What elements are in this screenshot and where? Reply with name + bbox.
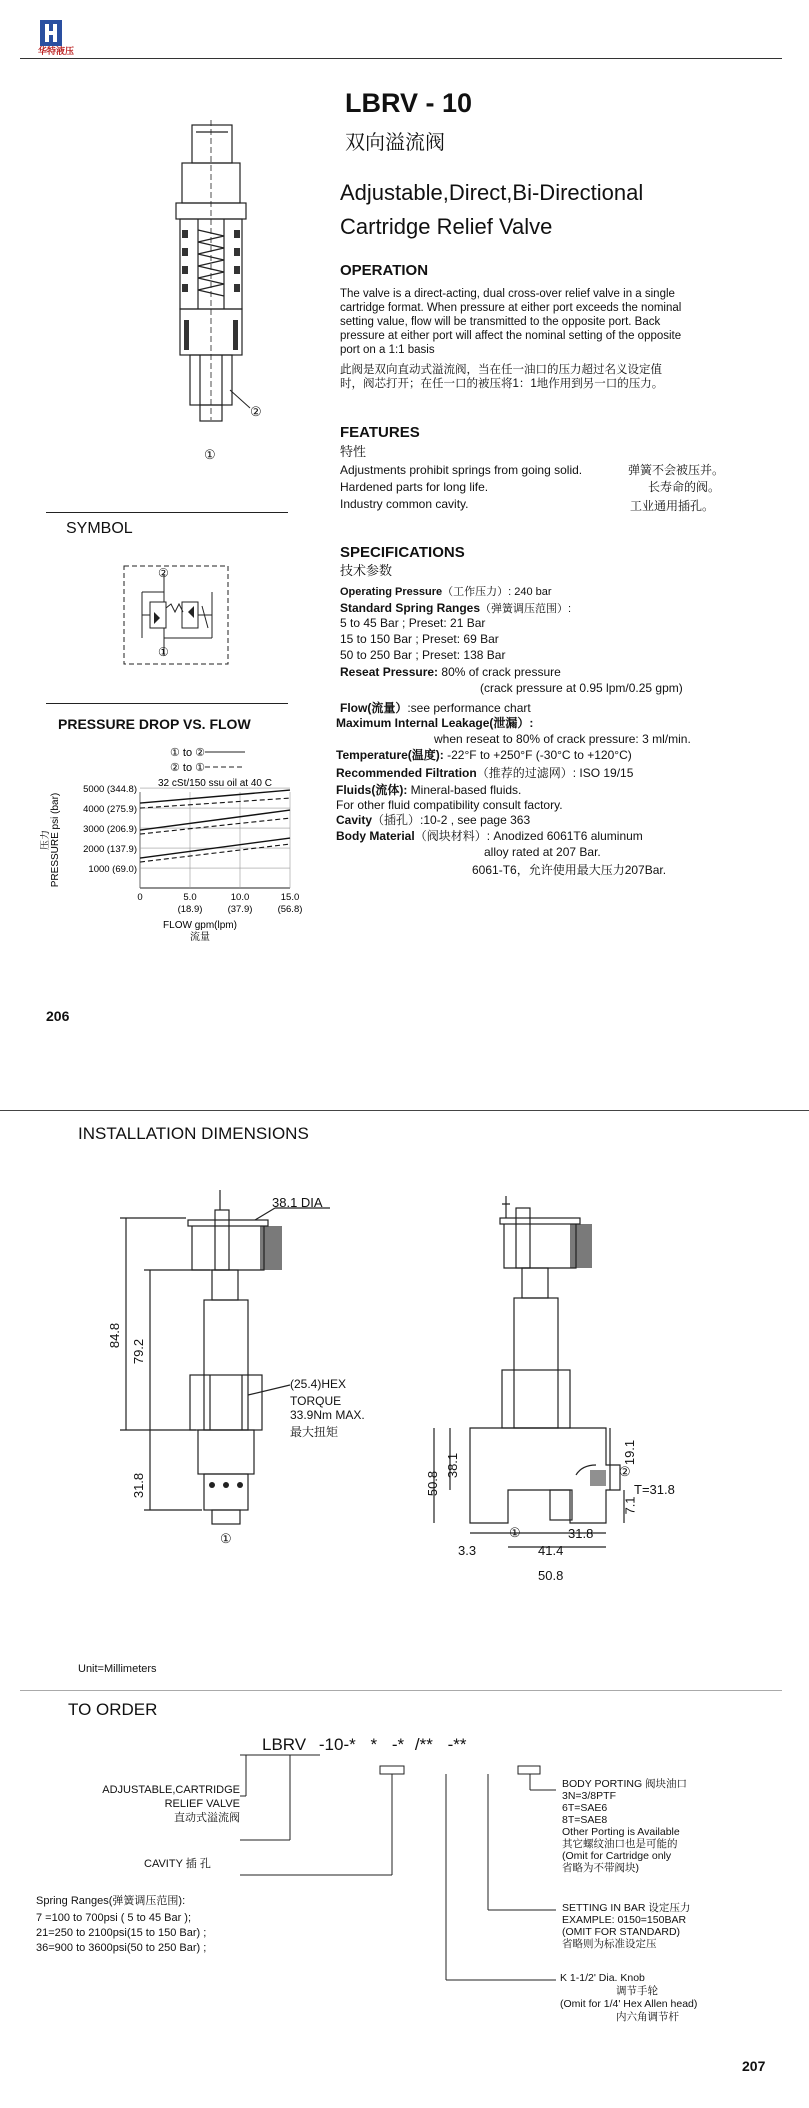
spec-range: 15 to 150 Bar ; Preset: 69 Bar [340,632,499,646]
series-line [140,790,290,803]
feature-item-cn: 弹簧不会被压并。 [628,463,725,477]
order-spring-2: 21=250 to 2100psi(15 to 150 Bar) ; [36,1927,207,1939]
install-heading: INSTALLATION DIMENSIONS [78,1124,309,1143]
logo-caption: 华特液压 [38,46,75,56]
order-left-desc: ADJUSTABLE,CARTRIDGE RELIEF VALVE 直动式溢流阀 [102,1784,240,1824]
features-heading-cn: 特性 [340,444,367,459]
order-spring-1: 7 =100 to 700psi ( 5 to 45 Bar ); [36,1912,192,1924]
x-tick-sublabel: (37.9) [227,904,253,915]
order-spring-3: 36=900 to 3600psi(50 to 250 Bar) ; [36,1942,207,1954]
dim-31-8-bottom: 31.8 [568,1526,594,1541]
dim-t-31-8: T=31.8 [634,1482,675,1497]
order-divider [20,1690,782,1691]
torque-label: TORQUE [290,1394,342,1408]
dim-19-1: 19.1 [622,1439,638,1466]
section-port1-label: ① [204,447,216,462]
operation-heading: OPERATION [340,262,429,279]
y-axis-label: PRESSURE psi (bar) [50,792,61,888]
legend-label: ① to ② [170,747,206,759]
order-heading: TO ORDER [68,1700,158,1719]
spec-flow: Flow(流量）:see performance chart [340,701,531,715]
top-rule [20,58,782,59]
spec-temperature: Temperature(温度): -22°F to +250°F (-30°C to +120°C) [336,748,632,762]
symbol-port2: ② [158,566,169,580]
page-number-207: 207 [742,2058,766,2074]
model-title: LBRV - 10 [345,88,473,118]
spec-body-material: Body Material（阀块材料）: Anodized 6061T6 aluminum [336,829,643,843]
x-tick-label: 0 [137,892,143,903]
x-axis-label-cn: 流量 [190,932,210,943]
title-en-2: Cartridge Relief Valve [340,214,553,239]
dim-79-2: 79.2 [131,1338,147,1365]
symbol-port1: ① [158,645,169,659]
dim-38-1: 38.1 [445,1452,461,1479]
feature-item: Adjustments prohibit springs from going solid. [340,463,583,477]
series-line [140,798,290,808]
order-cavity: CAVITY 插 孔 [144,1858,211,1870]
y-tick-label: 4000 (275.9) [83,804,137,816]
right-port1-label: ① [509,1525,521,1540]
spec-leakage: Maximum Internal Leakage(泄漏）: [336,716,534,730]
series-line [140,844,290,862]
section-port2-label: ② [250,404,262,419]
spec-range: 5 to 45 Bar ; Preset: 21 Bar [340,616,486,630]
feature-item: Industry common cavity. [340,497,469,511]
chart-note: 32 cSt/150 ssu oil at 40 C [158,778,272,789]
legend-label: ② to ① [170,762,206,774]
torque-cn: 最大扭矩 [290,1425,339,1439]
spec-fluids-sub: For other fluid compatibility consult factory. [336,798,563,812]
chart-title: PRESSURE DROP VS. FLOW [58,716,251,732]
left-port1-label: ① [220,1531,232,1546]
y-axis-label-cn: 压力 [40,830,51,850]
dim-7-1: 7.1 [622,1496,638,1515]
dim-3-3: 3.3 [458,1543,477,1558]
page-number-206: 206 [46,1008,70,1024]
order-spring-title: Spring Ranges(弹簧调压范围): [36,1895,186,1907]
spec-fluids: Fluids(流体): Mineral-based fluids. [336,783,522,797]
feature-item-cn: 工业通用插孔。 [630,499,715,513]
feature-item: Hardened parts for long life. [340,480,489,494]
x-tick-label: 10.0 [230,892,250,903]
y-tick-label: 1000 (69.0) [88,864,137,876]
x-tick-label: 15.0 [280,892,300,903]
x-tick-sublabel: (56.8) [277,904,303,915]
unit-note: Unit=Millimeters [78,1663,157,1675]
dim-41-4: 41.4 [538,1543,564,1558]
order-code: LBRV -10-* * -* /** -** [262,1735,467,1754]
title-cn: 双向溢流阀 [345,132,445,154]
features-heading: FEATURES [340,424,420,441]
y-tick-label: 2000 (137.9) [83,844,137,856]
x-tick-label: 5.0 [183,892,197,903]
y-tick-label: 5000 (344.8) [83,784,137,796]
torque-value: 33.9Nm MAX. [290,1408,365,1422]
order-leader-lines [240,1750,570,1990]
y-tick-label: 3000 (206.9) [83,824,137,836]
hydraulic-symbol [120,562,232,668]
dim-84-8: 84.8 [107,1322,123,1349]
symbol-rule [46,512,288,513]
x-axis-label: FLOW gpm(lpm) [163,920,237,931]
spec-reseat-sub: (crack pressure at 0.95 lpm/0.25 gpm) [480,681,683,695]
spec-body-sub2: 6061-T6，允许使用最大压力207Bar. [472,863,667,877]
title-en-1: Adjustable,Direct,Bi-Directional [340,180,644,205]
operation-text: The valve is a direct-acting, dual cross-over relief valve in a single cartridge format. When pressure at either port exceeds the nominal setting value, flow will be transmitted to the opposite port. Back pressure at either port will affect the nominal setting of the opposite port on a 1:1 basis 此阀是双向直动式溢流阀，当在任一油口的压力超过名义设定值 时，阀芯打开；在任一口的被压将1：1地作用到另一口的压力。 [340,288,682,390]
specs-heading: SPECIFICATIONS [340,544,465,561]
symbol-heading: SYMBOL [66,520,133,537]
feature-item-cn: 长寿命的阀。 [648,480,721,494]
dim-50-8-h: 50.8 [538,1568,564,1583]
dim-31-8-left: 31.8 [131,1472,147,1499]
order-setting-desc: SETTING IN BAR 设定压力 EXAMPLE: 0150=150BAR (OMIT FOR STANDARD) 省略则为标准设定压 [562,1902,691,1950]
specs-heading-cn: 技术参数 [340,563,393,578]
order-knob-desc: K 1-1/2' Dia. Knob 调节手轮 (Omit for 1/4' Hex Allen head) 内六角调节杆 [560,1972,698,2023]
page-divider [0,1110,809,1111]
hex-label: (25.4)HEX [290,1377,347,1391]
pressure-flow-chart [40,740,310,950]
spec-body-sub1: alloy rated at 207 Bar. [484,845,601,859]
spec-cavity: Cavity（插孔）:10-2 , see page 363 [336,813,531,827]
spec-reseat: Reseat Pressure: 80% of crack pressure [340,665,561,679]
x-tick-sublabel: (18.9) [177,904,203,915]
dim-38-1-dia: 38.1 DIA [272,1195,323,1210]
right-port2-label: ② [619,1464,631,1479]
order-porting-desc: BODY PORTING 阀块油口 3N=3/8PTF 6T=SAE6 8T=SAE8 Other Porting is Available 其它螺纹油口也是可能的 (Omit for Cartridge only 省略为不带阀块) [562,1778,688,1874]
spec-spring-ranges: Standard Spring Ranges（弹簧调压范围）: [340,601,572,615]
chart-rule [46,703,288,704]
spec-range: 50 to 250 Bar ; Preset: 138 Bar [340,648,506,662]
spec-leakage-sub: when reseat to 80% of crack pressure: 3 ml/min. [434,732,691,746]
spec-operating-pressure: Operating Pressure（工作压力）: 240 bar [340,586,552,598]
spec-filtration: Recommended Filtration（推荐的过滤网）: ISO 19/15 [336,766,634,780]
dim-50-8-v: 50.8 [425,1470,441,1497]
